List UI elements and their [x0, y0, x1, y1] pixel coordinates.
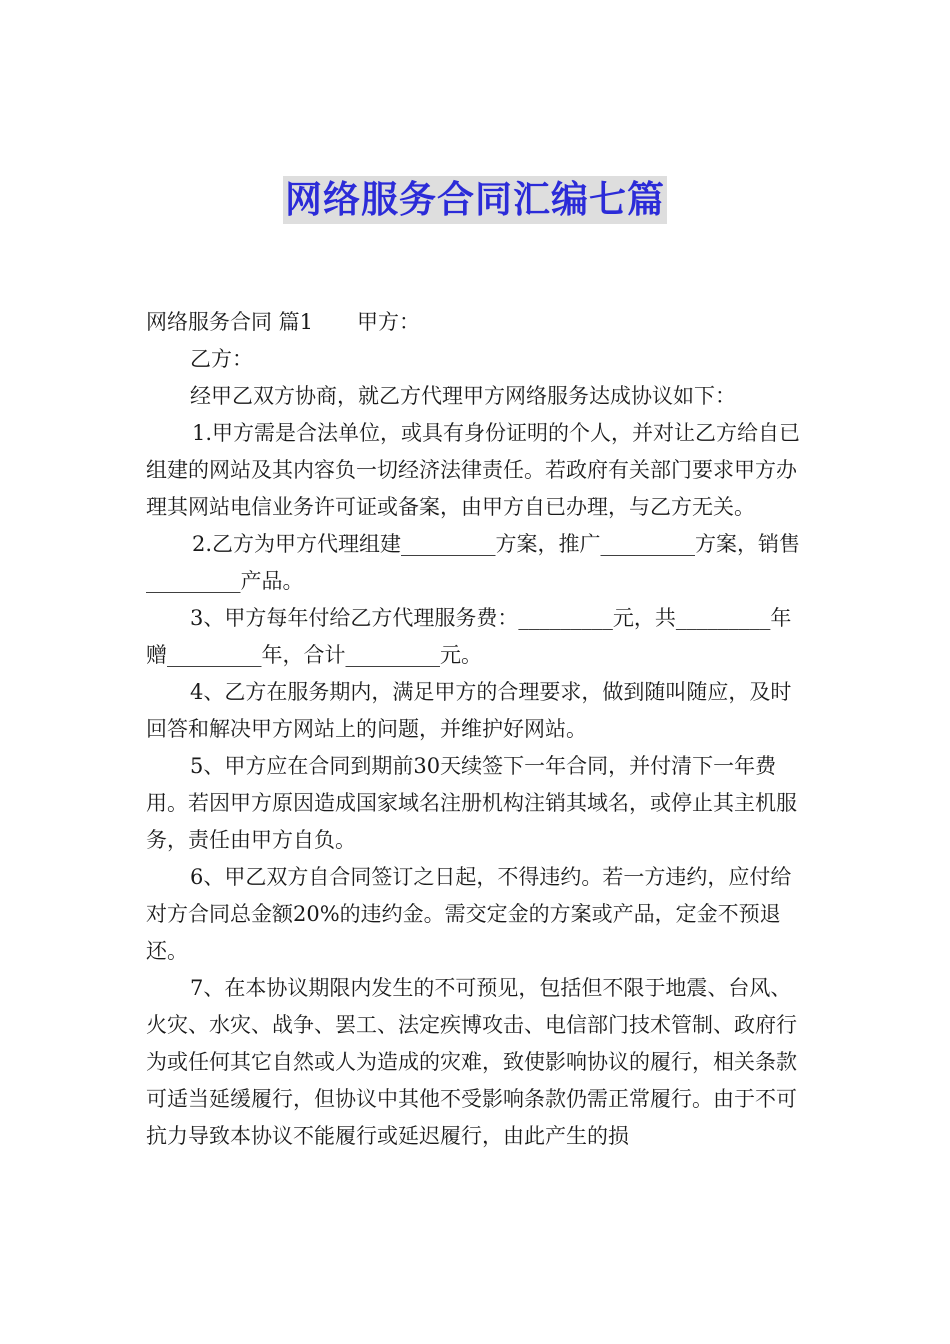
document-title-wrap — [0, 176, 950, 224]
party-a-label: 甲方： — [357, 310, 421, 334]
paragraph: 乙方： — [190, 347, 253, 371]
clause-5: 5、甲方应在合同到期前30天续签下一年合同，并付清下一年费用。若因甲方原因造成国家域名注册机构注销其域名，或停止其主机服务，责任由甲方自负。 — [146, 754, 797, 852]
paragraph: 经甲乙双方协商，就乙方代理甲方网络服务达成协议如下： — [190, 384, 736, 408]
clause-1: 1.甲方需是合法单位，或具有身份证明的个人，并对让乙方给自已组建的网站及其内容负一切经济法律责任。若政府有关部门要求甲方办理其网站电信业务许可证或备案，由甲方自已办理，与乙方无关。 — [146, 421, 801, 519]
document-body — [146, 304, 812, 1155]
section-heading: 网络服务合同 篇1 — [146, 310, 314, 334]
clause-3: 3、甲方每年付给乙方代理服务费：_________元，共_________年赠_________年，合计_________元。 — [146, 606, 792, 667]
section-heading-line — [146, 304, 812, 341]
document-title: 网络服务合同汇编七篇 — [283, 176, 667, 224]
clause-6: 6、甲乙双方自合同签订之日起，不得违约。若一方违约，应付给对方合同总金额20%的违约金。需交定金的方案或产品，定金不预退还。 — [146, 865, 792, 963]
clause-4: 4、乙方在服务期内，满足甲方的合理要求，做到随叫随应，及时回答和解决甲方网站上的问题，并维护好网站。 — [146, 680, 792, 741]
clause-7: 7、在本协议期限内发生的不可预见，包括但不限于地震、台风、火灾、水灾、战争、罢工、法定疾博攻击、电信部门技术管制、政府行为或任何其它自然或人为造成的灾难，致使影响协议的履行，相关条款可适当延缓履行，但协议中其他不受影响条款仍需正常履行。由于不可抗力导致本协议不能履行或延迟履行，由此产生的损 — [146, 976, 797, 1148]
clause-2: 2.乙方为甲方代理组建_________方案，推广_________方案，销售_________产品。 — [146, 532, 801, 593]
